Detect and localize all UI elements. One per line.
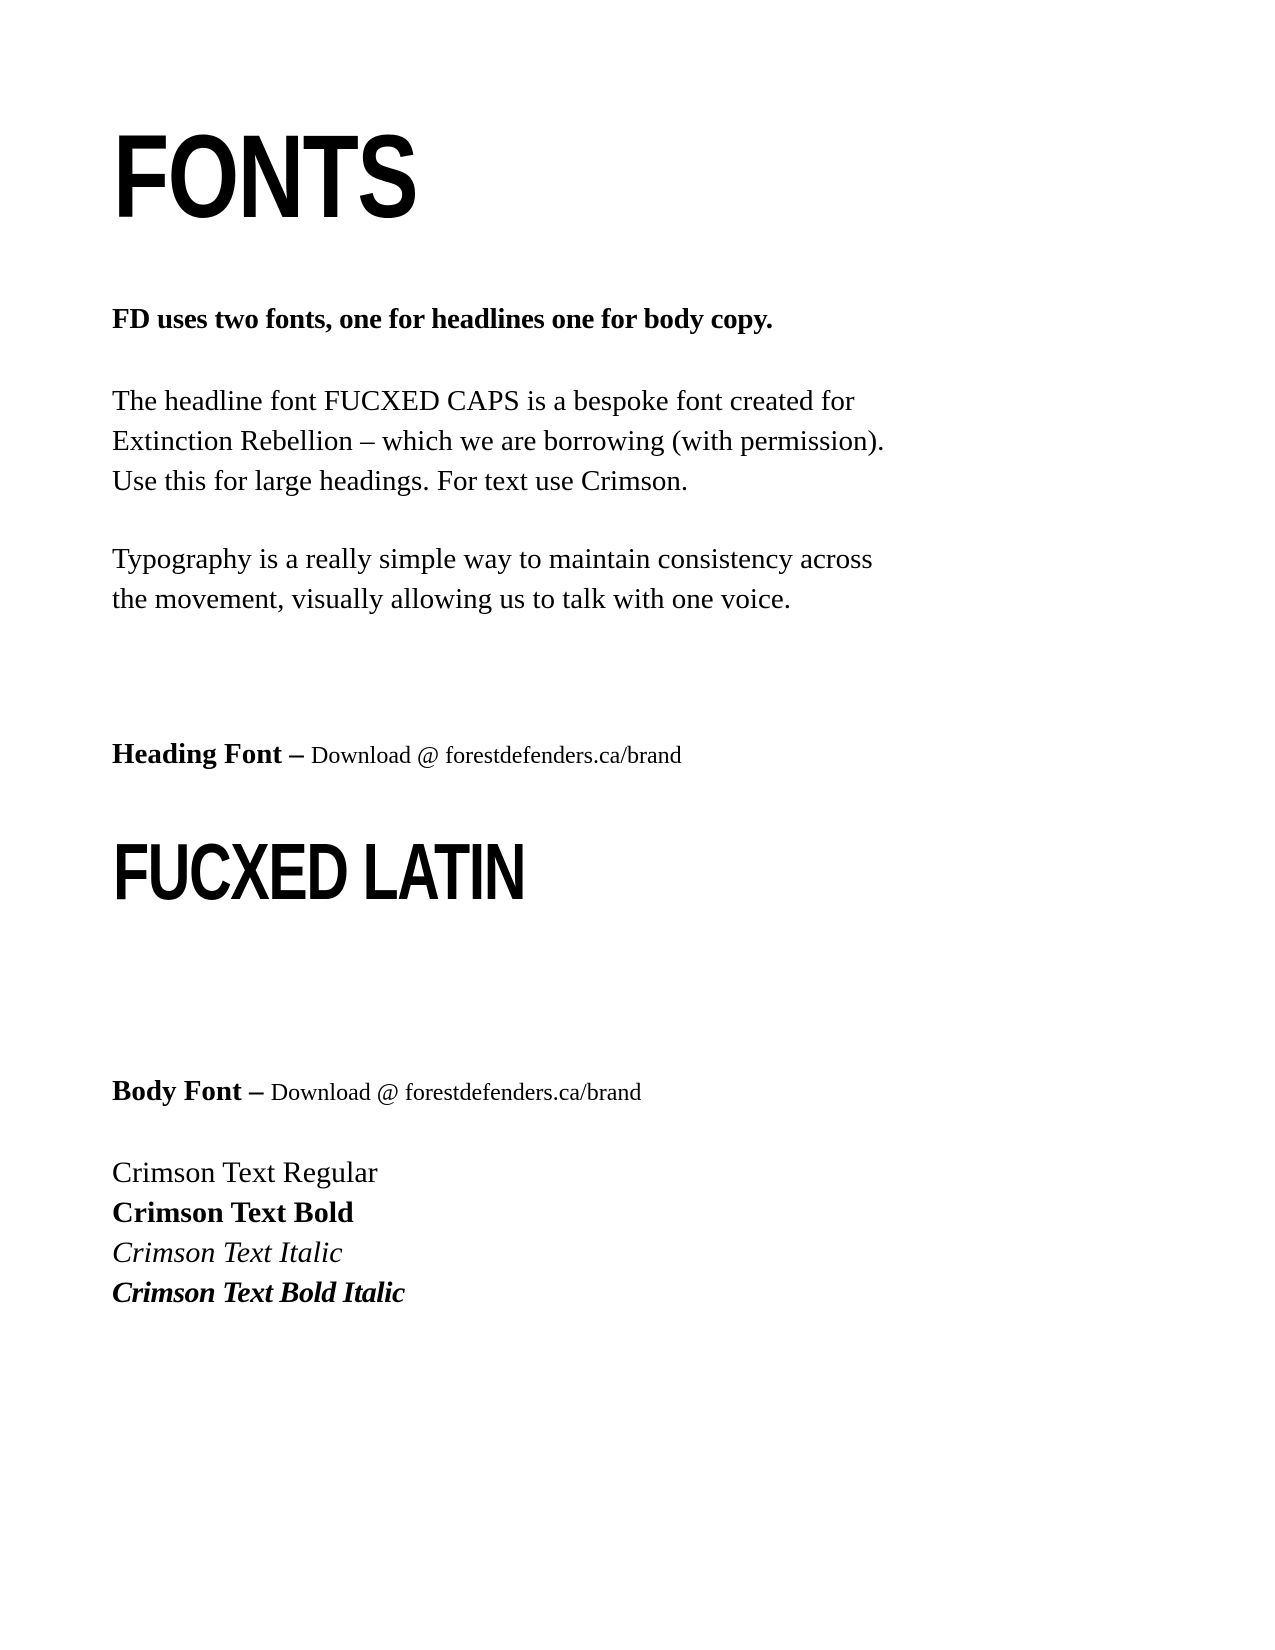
heading-font-sample: FUCXED LATIN <box>113 827 525 916</box>
paragraph-line: Use this for large headings. For text use Crimson. <box>112 465 689 497</box>
weight-bold: Crimson Text Bold <box>112 1196 354 1229</box>
body-font-download-link[interactable]: Download @ forestdefenders.ca/brand <box>270 1080 642 1106</box>
heading-font-download-link[interactable]: Download @ forestdefenders.ca/brand <box>311 743 682 769</box>
paragraph-headline-font <box>112 381 884 501</box>
body-font-label <box>112 1075 641 1108</box>
paragraph-line: The headline font FUCXED CAPS is a bespoke font created for <box>112 385 855 417</box>
lead-statement: FD uses two fonts, one for headlines one for body copy. <box>112 303 773 335</box>
paragraph-typography <box>112 539 873 619</box>
body-font-title: Body Font – <box>112 1075 264 1107</box>
weight-italic: Crimson Text Italic <box>112 1236 343 1269</box>
weight-bold-italic: Crimson Text Bold Italic <box>112 1276 405 1309</box>
paragraph-line: Typography is a really simple way to maintain consistency across <box>112 543 873 575</box>
weight-regular: Crimson Text Regular <box>112 1156 378 1189</box>
page-title: FONTS <box>113 111 418 243</box>
heading-font-title: Heading Font – <box>112 738 304 770</box>
paragraph-line: the movement, visually allowing us to talk with one voice. <box>112 583 791 615</box>
body-font-weights <box>112 1153 405 1313</box>
heading-font-label <box>112 738 682 771</box>
paragraph-line: Extinction Rebellion – which we are borrowing (with permission). <box>112 425 885 457</box>
